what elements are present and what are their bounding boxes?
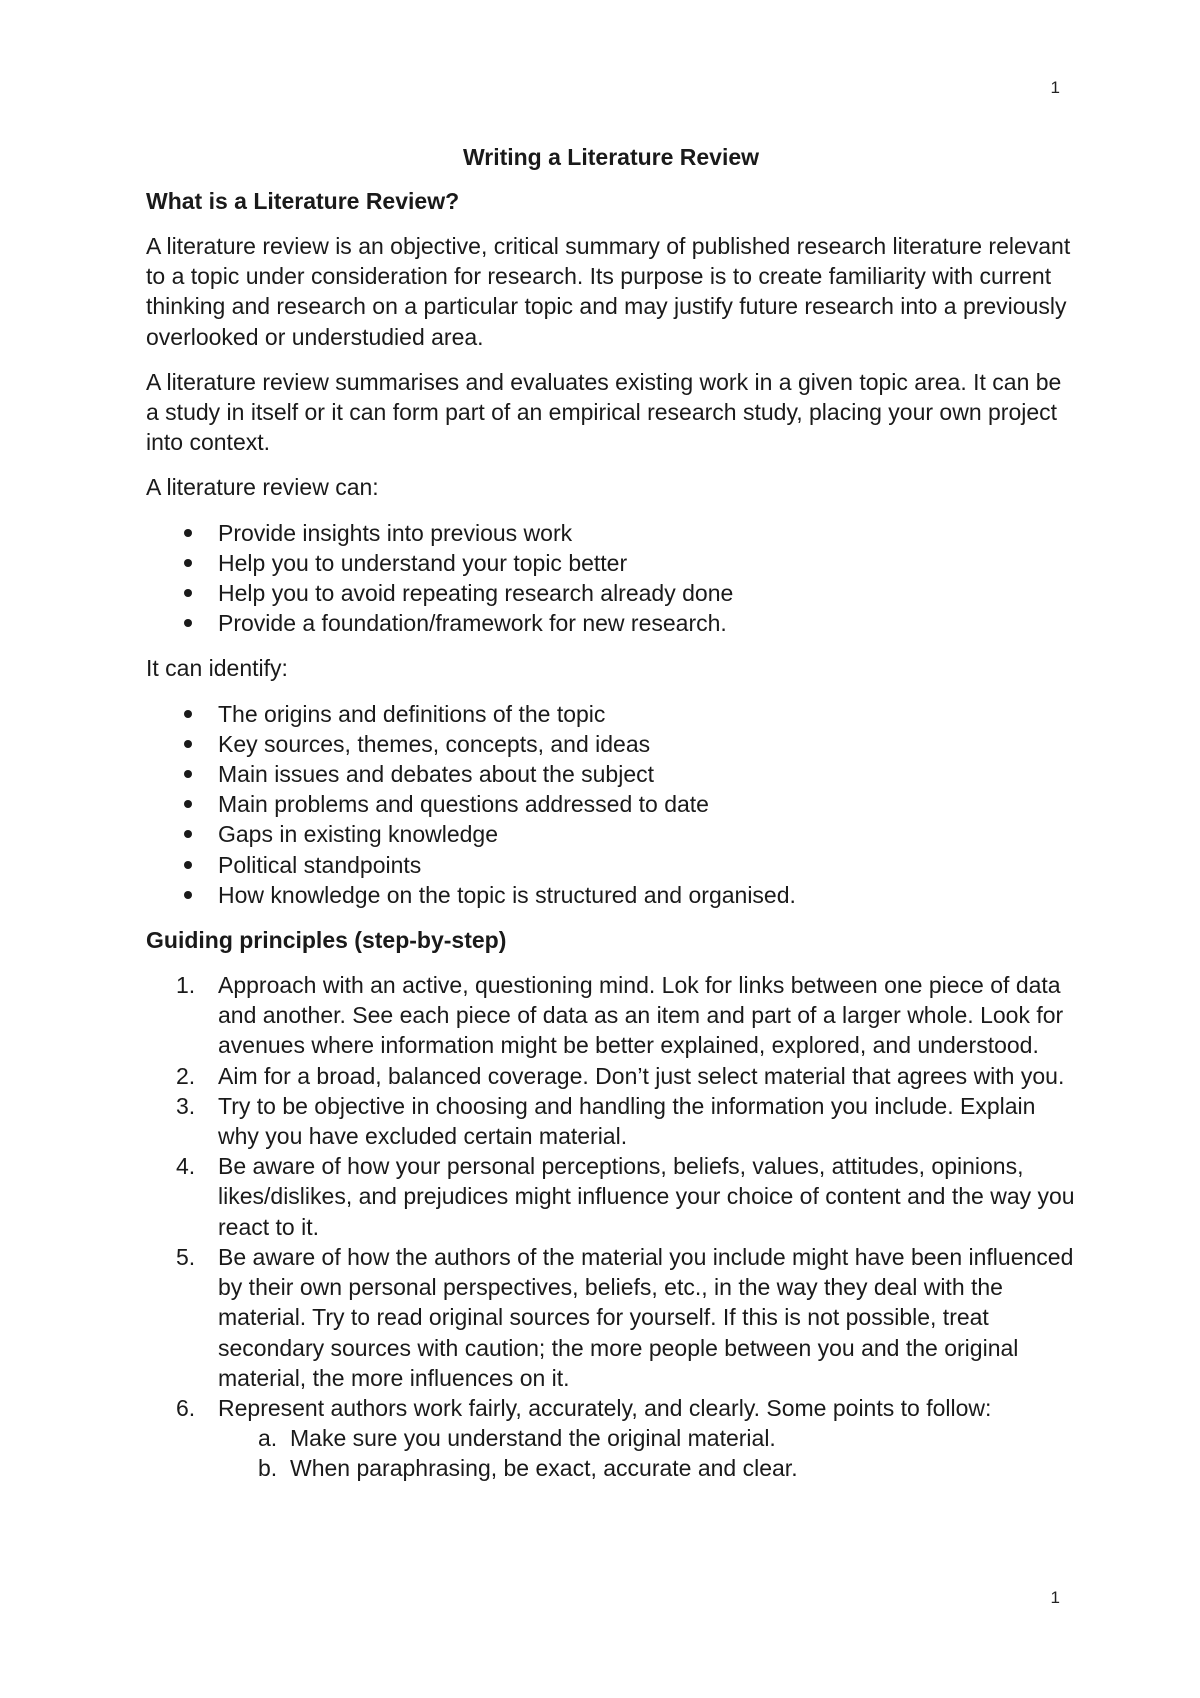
identify-list <box>146 699 1076 910</box>
list-item: Political standpoints <box>146 850 1076 880</box>
substep-item: a. Make sure you understand the original material. <box>258 1425 776 1452</box>
bullet-icon <box>184 740 192 748</box>
paragraph-summary: A literature review summarises and evaluates existing work in a given topic area. It can be a study in itself or it can form part of an empirical research study, placing your own project into context. <box>146 368 1062 456</box>
document-title: Writing a Literature Review <box>462 144 760 170</box>
list-item: Help you to avoid repeating research already done <box>146 578 1076 608</box>
identify-intro: It can identify: <box>146 655 288 682</box>
bullet-icon <box>184 589 192 597</box>
step-item: 1. Approach with an active, questioning mind. Lok for links between one piece of data and another. See each piece of data as an item and part of a larger whole. Look for avenues where information might be better explained, explored, and understood. <box>176 972 1064 1059</box>
list-item: Main problems and questions addressed to date <box>146 789 1076 819</box>
bullet-icon <box>184 830 192 838</box>
list-item: Provide insights into previous work <box>146 518 1076 548</box>
section-heading-what-is: What is a Literature Review? <box>146 188 460 214</box>
can-list <box>146 518 1076 639</box>
bullet-icon <box>184 861 192 869</box>
step-item: 5. Be aware of how the authors of the material you include might have been influenced by their own personal perspectives, beliefs, etc., in the way they deal with the material. Try to read original sources for yourself. If this is not possible, treat secondary sources with caution; the more people between you and the original material, the more influences on it. <box>176 1243 1074 1391</box>
step-item: 4. Be aware of how your personal perceptions, beliefs, values, attitudes, opinions, likes/dislikes, and prejudices might influence your choice of content and the way you react to it. <box>176 1153 1075 1240</box>
list-item: Gaps in existing knowledge <box>146 819 1076 849</box>
steps-list <box>146 970 1076 1483</box>
list-item: Provide a foundation/framework for new research. <box>146 608 1076 638</box>
bullet-icon <box>184 559 192 567</box>
list-item: How knowledge on the topic is structured and organised. <box>146 880 1076 910</box>
bullet-icon <box>184 619 192 627</box>
bullet-icon <box>184 770 192 778</box>
document-body <box>146 142 1076 1484</box>
section-heading-guiding-principles: Guiding principles (step-by-step) <box>146 927 507 954</box>
list-item: The origins and definitions of the topic <box>146 699 1076 729</box>
page-number-top: 1 <box>1050 78 1060 97</box>
list-item: Main issues and debates about the subject <box>146 759 1076 789</box>
page-number-bottom: 1 <box>1050 1588 1060 1607</box>
step-item: 2. Aim for a broad, balanced coverage. Don’t just select material that agrees with you. <box>176 1062 1065 1089</box>
bullet-icon <box>184 710 192 718</box>
can-intro: A literature review can: <box>146 474 379 501</box>
step-item: 6. Represent authors work fairly, accurately, and clearly. Some points to follow: a. Make sure you understand the original material. b. When paraphrasing, be exact, accurate and clear. <box>146 1393 1076 1484</box>
list-item: Key sources, themes, concepts, and ideas <box>146 729 1076 759</box>
bullet-icon <box>184 800 192 808</box>
substeps-list <box>218 1423 1076 1483</box>
step-item: 3. Try to be objective in choosing and handling the information you include. Explain why you have excluded certain material. <box>176 1092 1036 1150</box>
bullet-icon <box>184 529 192 537</box>
list-item: Help you to understand your topic better <box>146 548 1076 578</box>
substep-item: b. When paraphrasing, be exact, accurate and clear. <box>258 1455 798 1482</box>
bullet-icon <box>184 891 192 899</box>
paragraph-definition: A literature review is an objective, critical summary of published research literature relevant to a topic under consideration for research. Its purpose is to create familiarity with current thinking and research on a particular topic and may justify future research into a previously overlooked or understudied area. <box>146 233 1071 350</box>
